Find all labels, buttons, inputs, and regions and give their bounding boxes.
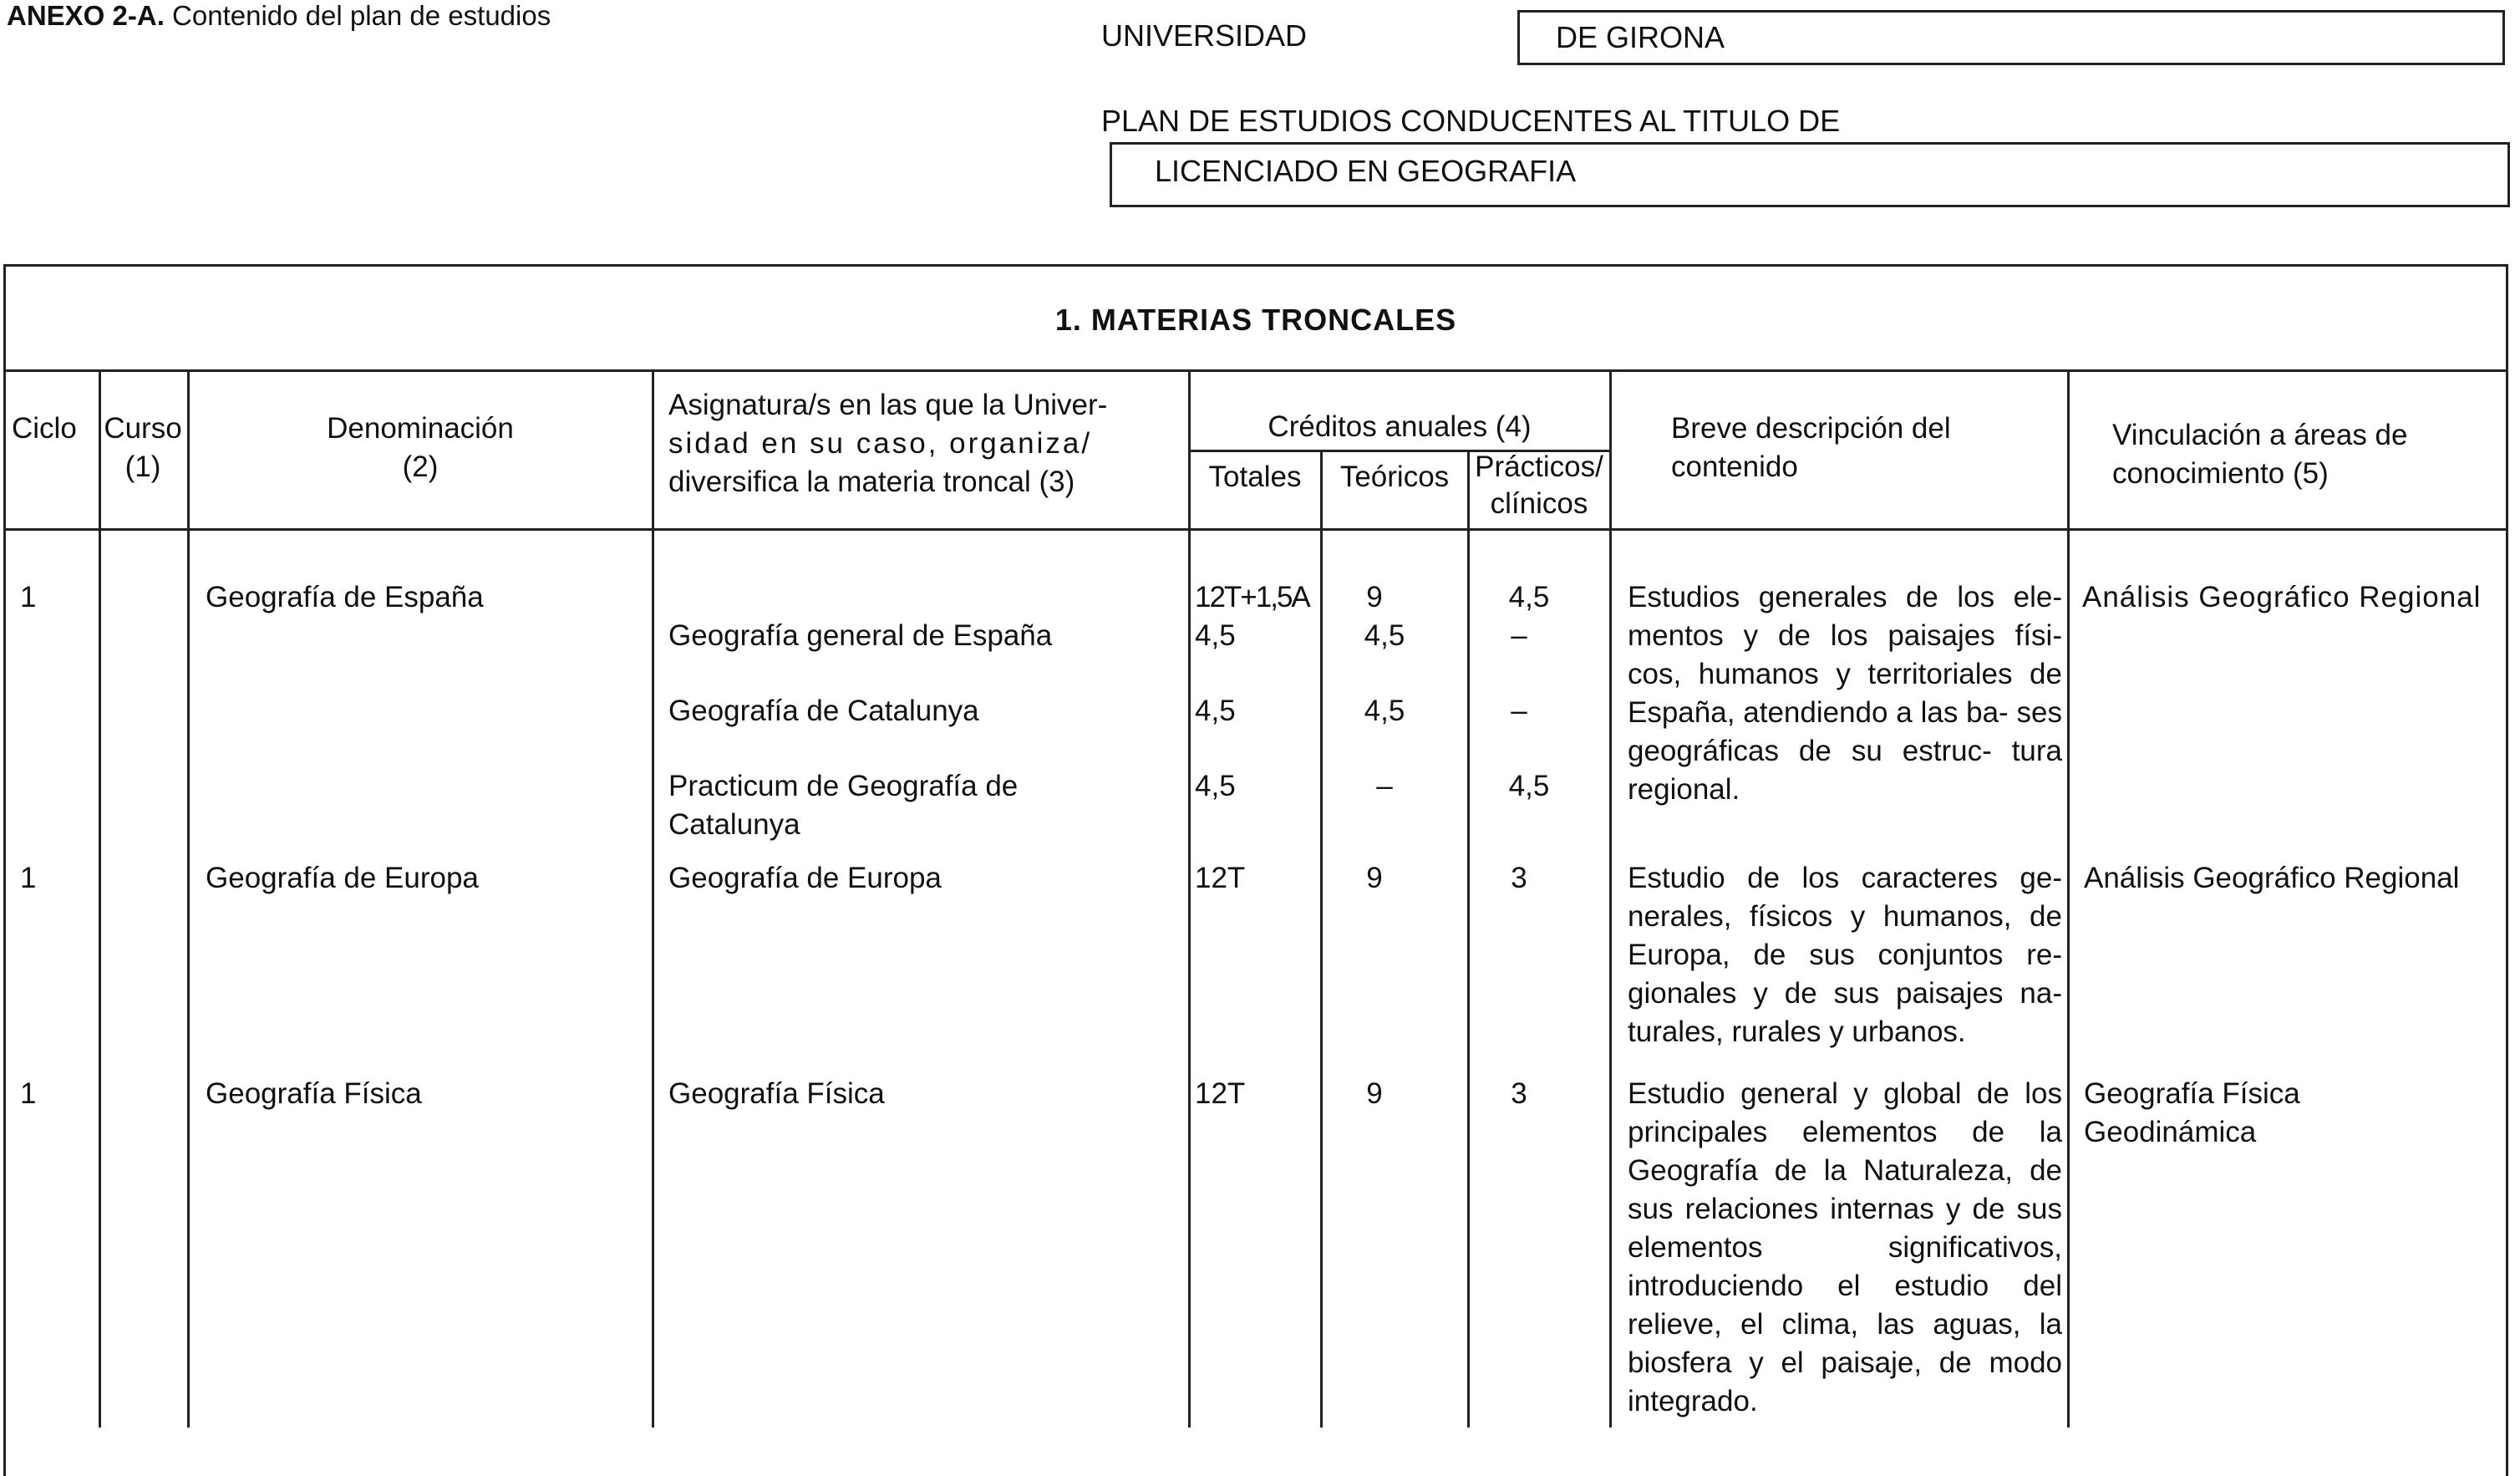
row2-asignatura: Geografía de Europa [668, 862, 942, 894]
header-denominacion: Denominación [327, 412, 514, 445]
header-asignatura-line2: sidad en su caso, organiza/ [668, 427, 1093, 460]
row3-vinculacion-line1: Geografía Física [2084, 1077, 2300, 1110]
row1-totales: 12T+1,5A [1195, 581, 1309, 613]
row2-teoricos: 9 [1366, 862, 1383, 894]
col-divider-curso [187, 369, 190, 1428]
row2-practicos: 3 [1511, 862, 1527, 894]
row2-ciclo: 1 [20, 862, 37, 894]
university-label: UNIVERSIDAD [1101, 18, 1308, 53]
header-denominacion-note: (2) [402, 450, 439, 483]
row1-vinculacion: Análisis Geográfico Regional [2082, 581, 2482, 613]
header-clinicos: clínicos [1490, 487, 1588, 520]
row1-descripcion: Estudios generales de los ele- mentos y de los paisajes físi- cos, humanos y territoriales de España, atendiendo a las ba- ses geográficas de su estruc- tura regional. [1628, 581, 2062, 806]
annex-number: ANEXO 2-A. [7, 0, 165, 31]
degree-title-value: LICENCIADO EN GEOGRAFIA [1155, 154, 1577, 188]
header-asignatura-line1: Asignatura/s en las que la Univer- [668, 389, 1108, 421]
header-bottom-divider [3, 528, 2508, 531]
row1-denominacion: Geografía de España [206, 581, 484, 613]
row3-practicos: 3 [1511, 1077, 1527, 1110]
row1-sub3-practicos: 4,5 [1508, 770, 1550, 802]
row1-ciclo: 1 [20, 581, 37, 613]
row3-teoricos: 9 [1366, 1077, 1383, 1110]
row1-sub1-teoricos: 4,5 [1364, 619, 1405, 652]
row1-teoricos: 9 [1366, 581, 1383, 613]
row2-descripcion: Estudio de los caracteres ge- nerales, físicos y humanos, de Europa, de sus conjuntos re- gionales y de sus paisajes na- turales, rurales y urbanos. [1628, 862, 2062, 1048]
row1-sub2-teoricos: 4,5 [1364, 695, 1405, 727]
row3-totales: 12T [1195, 1077, 1246, 1110]
header-descripcion-line1: Breve descripción del [1671, 412, 1951, 445]
section-title: 1. MATERIAS TRONCALES [1054, 303, 1457, 337]
section-title-divider [3, 369, 2508, 372]
row3-asignatura: Geografía Física [668, 1077, 885, 1110]
header-curso-note: (1) [124, 450, 161, 483]
header-creditos: Créditos anuales (4) [1268, 410, 1532, 443]
col-divider-ciclo [99, 369, 101, 1428]
row1-sub1-practicos: – [1511, 619, 1527, 652]
col-divider-denominacion [652, 369, 654, 1428]
col-divider-creditos [1609, 369, 1612, 1428]
row2-totales: 12T [1195, 862, 1246, 894]
row1-sub3-teoricos: – [1376, 770, 1393, 802]
row1-sub3-totales: 4,5 [1195, 770, 1236, 802]
header-curso: Curso [104, 412, 182, 445]
annex-heading [7, 0, 551, 32]
row1-sub1-asignatura: Geografía general de España [668, 619, 1053, 652]
row2-denominacion: Geografía de Europa [206, 862, 479, 894]
university-value: DE GIRONA [1556, 20, 1725, 54]
row1-sub2-practicos: – [1511, 695, 1527, 727]
row2-vinculacion: Análisis Geográfico Regional [2084, 862, 2460, 894]
header-descripcion-line2: contenido [1671, 450, 1798, 483]
header-teoricos: Teóricos [1339, 461, 1450, 493]
row3-ciclo: 1 [20, 1077, 37, 1110]
row1-practicos: 4,5 [1508, 581, 1550, 613]
header-ciclo: Ciclo [12, 412, 77, 445]
row3-descripcion: Estudio general y global de los principales elementos de la Geografía de la Naturaleza, de sus relaciones internas y de sus elementos significativos, introduciendo el estudio del relieve, el clima, las aguas, la biosfera y el paisaje, de modo integrado. [1628, 1077, 2062, 1417]
row3-vinculacion-line2: Geodinámica [2084, 1116, 2257, 1148]
row1-sub2-totales: 4,5 [1195, 695, 1236, 727]
header-totales: Totales [1208, 461, 1302, 493]
row1-sub2-asignatura: Geografía de Catalunya [668, 695, 979, 727]
plan-label: PLAN DE ESTUDIOS CONDUCENTES AL TITULO DE [1101, 104, 1841, 138]
col-divider-asignatura [1188, 369, 1191, 1428]
header-vinculacion-line1: Vinculación a áreas de [2112, 419, 2408, 451]
col-divider-descripcion [2067, 369, 2070, 1428]
row1-sub3-asignatura: Practicum de Geografía de Catalunya [668, 770, 1019, 841]
header-vinculacion-line2: conocimiento (5) [2112, 457, 2329, 490]
row1-sub1-totales: 4,5 [1195, 619, 1236, 652]
header-asignatura-line3: diversifica la materia troncal (3) [668, 466, 1075, 498]
row3-denominacion: Geografía Física [206, 1077, 422, 1110]
annex-description: Contenido del plan de estudios [172, 0, 551, 31]
header-practicos: Prácticos/ [1475, 450, 1603, 483]
